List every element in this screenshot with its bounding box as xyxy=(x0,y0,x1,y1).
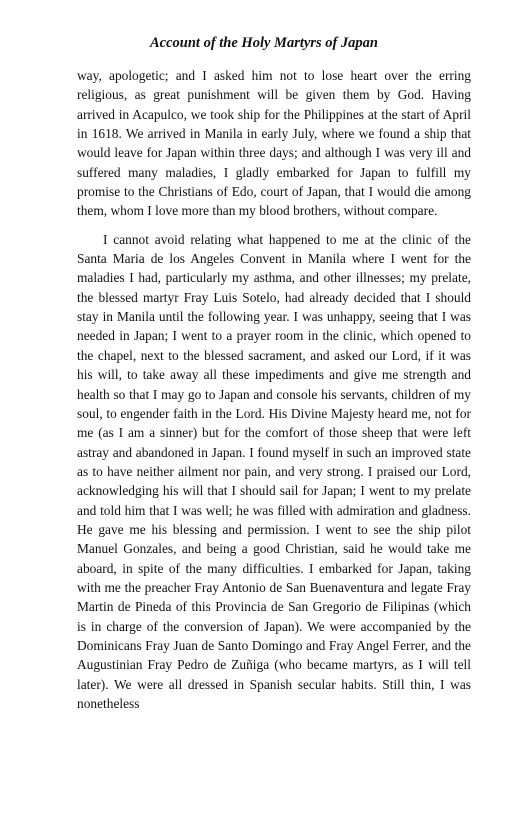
running-head: Account of the Holy Martyrs of Japan xyxy=(150,35,378,51)
paragraph-clinic-account: I cannot avoid relating what happened to me at the clinic of the Santa Maria de los Angeles Convent in Manila where I went for the maladies I had, particularly my asthma, and other illnesses; my prelate, the blessed martyr Fray Luis Sotelo, had already decided that I should stay in Manila until the following year. I was unhappy, seeing that I was needed in Japan; I went to a prayer room in the clinic, which opened to the chapel, next to the blessed sacrament, and asked our Lord, if it was his will, to take away all these impediments and give me strength and health so that I may go to Japan and console his servants, children of my soul, to engender faith in the Lord. His Divine Majesty heard me, not for me (as I am a sinner) but for the comfort of those sheep that were left astray and abandoned in Japan. I found myself in such an improved state as to have neither ailment nor pain, and very strong. I praised our Lord, acknowledging his will that I should sail for Japan; I went to my prelate and told him that I was well; he was filled with admiration and gladness. He gave me his blessing and permission. I went to see the ship pilot Manuel Gonzales, and being a good Christian, said he would take me aboard, in spite of the many difficulties. I embarked for Japan, taking with me the preacher Fray Antonio de San Buenaventura and legate Fray Martin de Pineda of this Provincia de San Gregorio de Filipinas (which is in charge of the conversion of Japan). We were accompanied by the Dominicans Fray Juan de Santo Domingo and Fray Angel Ferrer, and the Augustinian Fray Pedro de Zuñiga (who became martyrs, as I will tell later). We were all dressed in Spanish secular habits. Still thin, I was nonetheless xyxy=(77,231,471,711)
paragraph-continued: way, apologetic; and I asked him not to lose heart over the erring religious, as great punishment will be given them by God. Having arrived in Acapulco, we took ship for the Philippines at the start of April in 1618. We arrived in Manila in early July, where we found a ship that would leave for Japan within three days; and although I was very ill and suffered many maladies, I gladly embarked for Japan to fulfill my promise to the Christians of Edo, court of Japan, that I would die among them, whom I love more than my blood brothers, without compare. xyxy=(77,68,471,219)
body-text xyxy=(77,66,471,713)
